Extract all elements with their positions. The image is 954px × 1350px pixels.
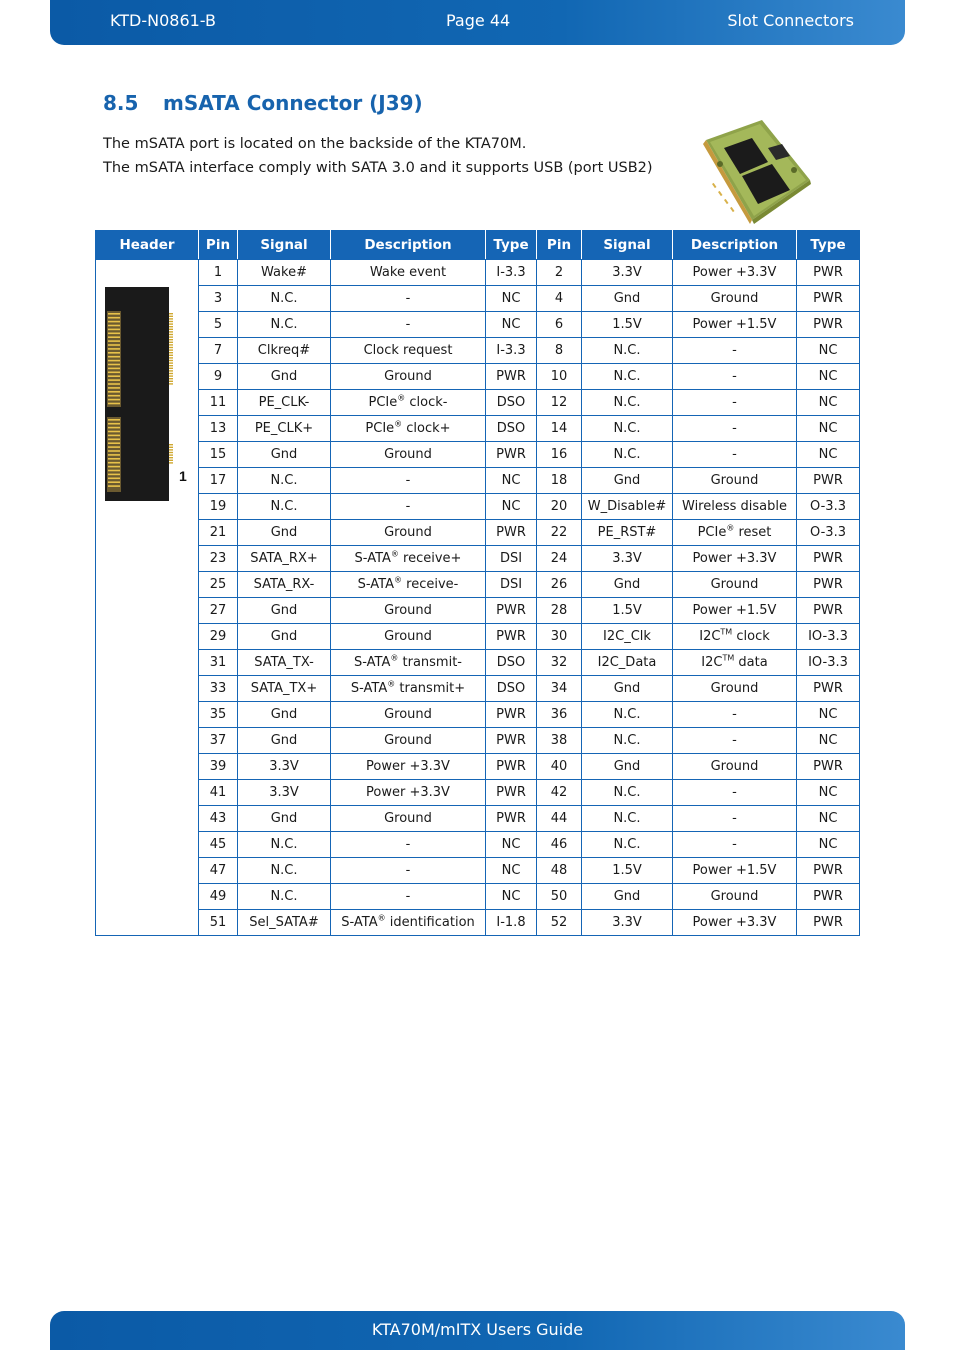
pin-cell: 8 xyxy=(537,338,582,364)
description-cell: Power +3.3V xyxy=(673,260,797,286)
type-cell: NC xyxy=(797,416,860,442)
type-cell: PWR xyxy=(797,572,860,598)
signal-cell: Gnd xyxy=(582,572,673,598)
description-cell: S-ATA® receive+ xyxy=(331,546,486,572)
pin-cell: 3 xyxy=(199,286,238,312)
pin-cell: 45 xyxy=(199,832,238,858)
pin-cell: 11 xyxy=(199,390,238,416)
pin-cell: 12 xyxy=(537,390,582,416)
pin-cell: 46 xyxy=(537,832,582,858)
pin-cell: 20 xyxy=(537,494,582,520)
description-cell: Power +1.5V xyxy=(673,598,797,624)
pin-cell: 13 xyxy=(199,416,238,442)
description-cell: - xyxy=(673,806,797,832)
signal-cell: Clkreq# xyxy=(238,338,331,364)
type-cell: PWR xyxy=(486,728,537,754)
description-cell: Ground xyxy=(673,884,797,910)
pin-cell: 41 xyxy=(199,780,238,806)
table-row xyxy=(96,546,860,572)
signal-cell: N.C. xyxy=(582,780,673,806)
pin-cell: 33 xyxy=(199,676,238,702)
description-cell: - xyxy=(331,494,486,520)
type-cell: I-1.8 xyxy=(486,910,537,936)
description-cell: PCIe® clock+ xyxy=(331,416,486,442)
table-header-row xyxy=(96,231,860,260)
type-cell: NC xyxy=(797,338,860,364)
table-row xyxy=(96,390,860,416)
signal-cell: PE_CLK- xyxy=(238,390,331,416)
type-cell: PWR xyxy=(797,598,860,624)
type-cell: PWR xyxy=(797,312,860,338)
pin-cell: 38 xyxy=(537,728,582,754)
signal-cell: Gnd xyxy=(238,442,331,468)
pin-cell: 42 xyxy=(537,780,582,806)
description-cell: Ground xyxy=(331,624,486,650)
connector-diagram xyxy=(105,287,187,503)
signal-cell: Gnd xyxy=(582,468,673,494)
description-cell: Power +3.3V xyxy=(331,754,486,780)
table-row xyxy=(96,442,860,468)
type-cell: NC xyxy=(797,728,860,754)
signal-cell: N.C. xyxy=(582,390,673,416)
page-header xyxy=(50,0,905,45)
pin-cell: 16 xyxy=(537,442,582,468)
pin-cell: 1 xyxy=(199,260,238,286)
type-cell: NC xyxy=(486,858,537,884)
signal-cell: 3.3V xyxy=(238,754,331,780)
description-cell: Ground xyxy=(331,520,486,546)
table-row xyxy=(96,364,860,390)
signal-cell: 3.3V xyxy=(238,780,331,806)
signal-cell: 1.5V xyxy=(582,312,673,338)
pin-cell: 21 xyxy=(199,520,238,546)
table-row xyxy=(96,312,860,338)
description-cell: Ground xyxy=(331,442,486,468)
signal-cell: 1.5V xyxy=(582,858,673,884)
description-cell: - xyxy=(331,884,486,910)
section-number: 8.5 xyxy=(103,91,139,115)
pin-cell: 52 xyxy=(537,910,582,936)
table-row xyxy=(96,676,860,702)
description-cell: - xyxy=(331,832,486,858)
signal-cell: Gnd xyxy=(238,364,331,390)
intro-text xyxy=(103,132,653,180)
type-cell: NC xyxy=(797,806,860,832)
type-cell: NC xyxy=(486,312,537,338)
type-cell: O-3.3 xyxy=(797,494,860,520)
description-cell: Ground xyxy=(331,702,486,728)
type-cell: DSO xyxy=(486,650,537,676)
pin-cell: 7 xyxy=(199,338,238,364)
description-cell: Ground xyxy=(673,572,797,598)
description-cell: - xyxy=(673,780,797,806)
pin-cell: 27 xyxy=(199,598,238,624)
type-cell: IO-3.3 xyxy=(797,624,860,650)
guide-title: KTA70M/mITX Users Guide xyxy=(371,1320,584,1339)
description-cell: S-ATA® identification xyxy=(331,910,486,936)
signal-cell: Gnd xyxy=(238,728,331,754)
type-cell: NC xyxy=(797,390,860,416)
type-cell: PWR xyxy=(797,754,860,780)
pin-cell: 15 xyxy=(199,442,238,468)
signal-cell: 3.3V xyxy=(582,260,673,286)
section-heading xyxy=(103,91,423,115)
pin-cell: 22 xyxy=(537,520,582,546)
signal-cell: N.C. xyxy=(238,312,331,338)
description-cell: Ground xyxy=(673,286,797,312)
type-cell: PWR xyxy=(486,624,537,650)
description-cell: Wireless disable xyxy=(673,494,797,520)
pin-cell: 49 xyxy=(199,884,238,910)
column-header: Type xyxy=(486,231,537,260)
pin-cell: 24 xyxy=(537,546,582,572)
page-footer xyxy=(50,1311,905,1350)
description-cell: - xyxy=(673,728,797,754)
signal-cell: I2C_Clk xyxy=(582,624,673,650)
description-cell: S-ATA® receive- xyxy=(331,572,486,598)
signal-cell: Gnd xyxy=(238,598,331,624)
signal-cell: N.C. xyxy=(582,338,673,364)
type-cell: PWR xyxy=(797,858,860,884)
signal-cell: 1.5V xyxy=(582,598,673,624)
description-cell: PCIe® clock- xyxy=(331,390,486,416)
pin-cell: 4 xyxy=(537,286,582,312)
description-cell: - xyxy=(673,832,797,858)
signal-cell: PE_CLK+ xyxy=(238,416,331,442)
pin1-label: 1 xyxy=(179,468,187,484)
msata-module-image xyxy=(698,118,814,224)
signal-cell: Gnd xyxy=(582,884,673,910)
type-cell: NC xyxy=(486,832,537,858)
description-cell: - xyxy=(331,468,486,494)
type-cell: I-3.3 xyxy=(486,260,537,286)
signal-cell: Wake# xyxy=(238,260,331,286)
type-cell: DSO xyxy=(486,390,537,416)
type-cell: IO-3.3 xyxy=(797,650,860,676)
table-row xyxy=(96,520,860,546)
intro-line-2: The mSATA interface comply with SATA 3.0 and it supports USB (port USB2) xyxy=(103,160,653,176)
pin-cell: 30 xyxy=(537,624,582,650)
description-cell: - xyxy=(673,442,797,468)
pin-cell: 35 xyxy=(199,702,238,728)
signal-cell: N.C. xyxy=(582,728,673,754)
description-cell: - xyxy=(331,286,486,312)
signal-cell: Sel_SATA# xyxy=(238,910,331,936)
table-row xyxy=(96,858,860,884)
description-cell: - xyxy=(673,364,797,390)
description-cell: Ground xyxy=(331,364,486,390)
pin-cell: 2 xyxy=(537,260,582,286)
type-cell: NC xyxy=(797,702,860,728)
description-cell: Ground xyxy=(331,598,486,624)
pin-cell: 9 xyxy=(199,364,238,390)
pin-cell: 36 xyxy=(537,702,582,728)
pin-cell: 48 xyxy=(537,858,582,884)
table-row xyxy=(96,598,860,624)
type-cell: DSO xyxy=(486,416,537,442)
type-cell: DSI xyxy=(486,572,537,598)
description-cell: Clock request xyxy=(331,338,486,364)
type-cell: PWR xyxy=(797,468,860,494)
signal-cell: N.C. xyxy=(582,702,673,728)
table-row xyxy=(96,780,860,806)
pin-cell: 28 xyxy=(537,598,582,624)
column-header: Description xyxy=(331,231,486,260)
column-header: Header xyxy=(96,231,199,260)
pin-cell: 50 xyxy=(537,884,582,910)
signal-cell: SATA_RX- xyxy=(238,572,331,598)
description-cell: S-ATA® transmit- xyxy=(331,650,486,676)
table-row xyxy=(96,286,860,312)
type-cell: PWR xyxy=(486,754,537,780)
pin-cell: 17 xyxy=(199,468,238,494)
signal-cell: N.C. xyxy=(582,442,673,468)
signal-cell: N.C. xyxy=(238,884,331,910)
signal-cell: N.C. xyxy=(238,858,331,884)
table-row xyxy=(96,260,860,286)
type-cell: NC xyxy=(486,286,537,312)
signal-cell: Gnd xyxy=(238,702,331,728)
signal-cell: Gnd xyxy=(582,676,673,702)
description-cell: Power +3.3V xyxy=(673,910,797,936)
column-header: Pin xyxy=(537,231,582,260)
signal-cell: 3.3V xyxy=(582,910,673,936)
pin-cell: 40 xyxy=(537,754,582,780)
description-cell: - xyxy=(673,702,797,728)
description-cell: Ground xyxy=(331,806,486,832)
description-cell: Power +1.5V xyxy=(673,312,797,338)
table-body xyxy=(96,260,860,936)
type-cell: NC xyxy=(486,884,537,910)
description-cell: I2C™ data xyxy=(673,650,797,676)
signal-cell: Gnd xyxy=(238,520,331,546)
type-cell: PWR xyxy=(486,598,537,624)
type-cell: NC xyxy=(797,780,860,806)
table-row xyxy=(96,754,860,780)
type-cell: NC xyxy=(797,442,860,468)
description-cell: Ground xyxy=(331,728,486,754)
type-cell: PWR xyxy=(486,806,537,832)
column-header: Signal xyxy=(238,231,331,260)
pin-cell: 14 xyxy=(537,416,582,442)
type-cell: NC xyxy=(797,832,860,858)
type-cell: NC xyxy=(486,494,537,520)
pin-cell: 5 xyxy=(199,312,238,338)
table-row xyxy=(96,468,860,494)
description-cell: Power +3.3V xyxy=(673,546,797,572)
description-cell: Ground xyxy=(673,676,797,702)
table-row xyxy=(96,806,860,832)
pin-cell: 39 xyxy=(199,754,238,780)
description-cell: Ground xyxy=(673,468,797,494)
description-cell: - xyxy=(673,338,797,364)
pin-cell: 26 xyxy=(537,572,582,598)
pin-cell: 29 xyxy=(199,624,238,650)
signal-cell: N.C. xyxy=(582,806,673,832)
signal-cell: 3.3V xyxy=(582,546,673,572)
signal-cell: PE_RST# xyxy=(582,520,673,546)
table-row xyxy=(96,572,860,598)
intro-line-1: The mSATA port is located on the backside of the KTA70M. xyxy=(103,136,527,152)
signal-cell: SATA_TX+ xyxy=(238,676,331,702)
table-row xyxy=(96,624,860,650)
type-cell: DSI xyxy=(486,546,537,572)
column-header: Description xyxy=(673,231,797,260)
signal-cell: N.C. xyxy=(238,494,331,520)
table-row xyxy=(96,702,860,728)
signal-cell: N.C. xyxy=(238,286,331,312)
type-cell: PWR xyxy=(486,702,537,728)
table-row xyxy=(96,338,860,364)
table-row xyxy=(96,494,860,520)
signal-cell: Gnd xyxy=(582,754,673,780)
type-cell: PWR xyxy=(486,780,537,806)
pin-cell: 37 xyxy=(199,728,238,754)
pin-cell: 25 xyxy=(199,572,238,598)
signal-cell: N.C. xyxy=(238,832,331,858)
pin-cell: 31 xyxy=(199,650,238,676)
signal-cell: Gnd xyxy=(238,624,331,650)
type-cell: NC xyxy=(486,468,537,494)
table-row xyxy=(96,728,860,754)
description-cell: Wake event xyxy=(331,260,486,286)
description-cell: - xyxy=(331,312,486,338)
type-cell: PWR xyxy=(486,364,537,390)
table-row xyxy=(96,832,860,858)
pin-cell: 47 xyxy=(199,858,238,884)
description-cell: S-ATA® transmit+ xyxy=(331,676,486,702)
description-cell: Power +3.3V xyxy=(331,780,486,806)
description-cell: PCIe® reset xyxy=(673,520,797,546)
signal-cell: N.C. xyxy=(582,832,673,858)
msata-pinout-table xyxy=(95,230,860,936)
signal-cell: Gnd xyxy=(582,286,673,312)
description-cell: - xyxy=(673,390,797,416)
type-cell: PWR xyxy=(797,910,860,936)
pin-cell: 44 xyxy=(537,806,582,832)
section-title: mSATA Connector (J39) xyxy=(163,91,423,115)
type-cell: O-3.3 xyxy=(797,520,860,546)
description-cell: - xyxy=(331,858,486,884)
pin-cell: 23 xyxy=(199,546,238,572)
column-header: Signal xyxy=(582,231,673,260)
header-image-cell xyxy=(96,260,199,936)
type-cell: PWR xyxy=(797,546,860,572)
signal-cell: N.C. xyxy=(582,364,673,390)
type-cell: PWR xyxy=(486,442,537,468)
signal-cell: N.C. xyxy=(238,468,331,494)
column-header: Type xyxy=(797,231,860,260)
description-cell: Power +1.5V xyxy=(673,858,797,884)
type-cell: PWR xyxy=(486,520,537,546)
type-cell: DSO xyxy=(486,676,537,702)
pin-cell: 32 xyxy=(537,650,582,676)
type-cell: PWR xyxy=(797,260,860,286)
type-cell: PWR xyxy=(797,286,860,312)
table-row xyxy=(96,416,860,442)
type-cell: PWR xyxy=(797,676,860,702)
type-cell: I-3.3 xyxy=(486,338,537,364)
table-row xyxy=(96,650,860,676)
pin-cell: 34 xyxy=(537,676,582,702)
signal-cell: SATA_TX- xyxy=(238,650,331,676)
signal-cell: Gnd xyxy=(238,806,331,832)
description-cell: Ground xyxy=(673,754,797,780)
pin-cell: 6 xyxy=(537,312,582,338)
page-number: Page 44 xyxy=(446,11,511,30)
pin-cell: 18 xyxy=(537,468,582,494)
chapter-title: Slot Connectors xyxy=(727,11,854,30)
table-row xyxy=(96,884,860,910)
signal-cell: N.C. xyxy=(582,416,673,442)
doc-id: KTD-N0861-B xyxy=(110,11,216,30)
pin-cell: 10 xyxy=(537,364,582,390)
type-cell: NC xyxy=(797,364,860,390)
table-row xyxy=(96,910,860,936)
signal-cell: I2C_Data xyxy=(582,650,673,676)
description-cell: I2C™ clock xyxy=(673,624,797,650)
signal-cell: SATA_RX+ xyxy=(238,546,331,572)
description-cell: - xyxy=(673,416,797,442)
pin-cell: 43 xyxy=(199,806,238,832)
signal-cell: W_Disable# xyxy=(582,494,673,520)
pin-cell: 51 xyxy=(199,910,238,936)
type-cell: PWR xyxy=(797,884,860,910)
column-header: Pin xyxy=(199,231,238,260)
pin-cell: 19 xyxy=(199,494,238,520)
